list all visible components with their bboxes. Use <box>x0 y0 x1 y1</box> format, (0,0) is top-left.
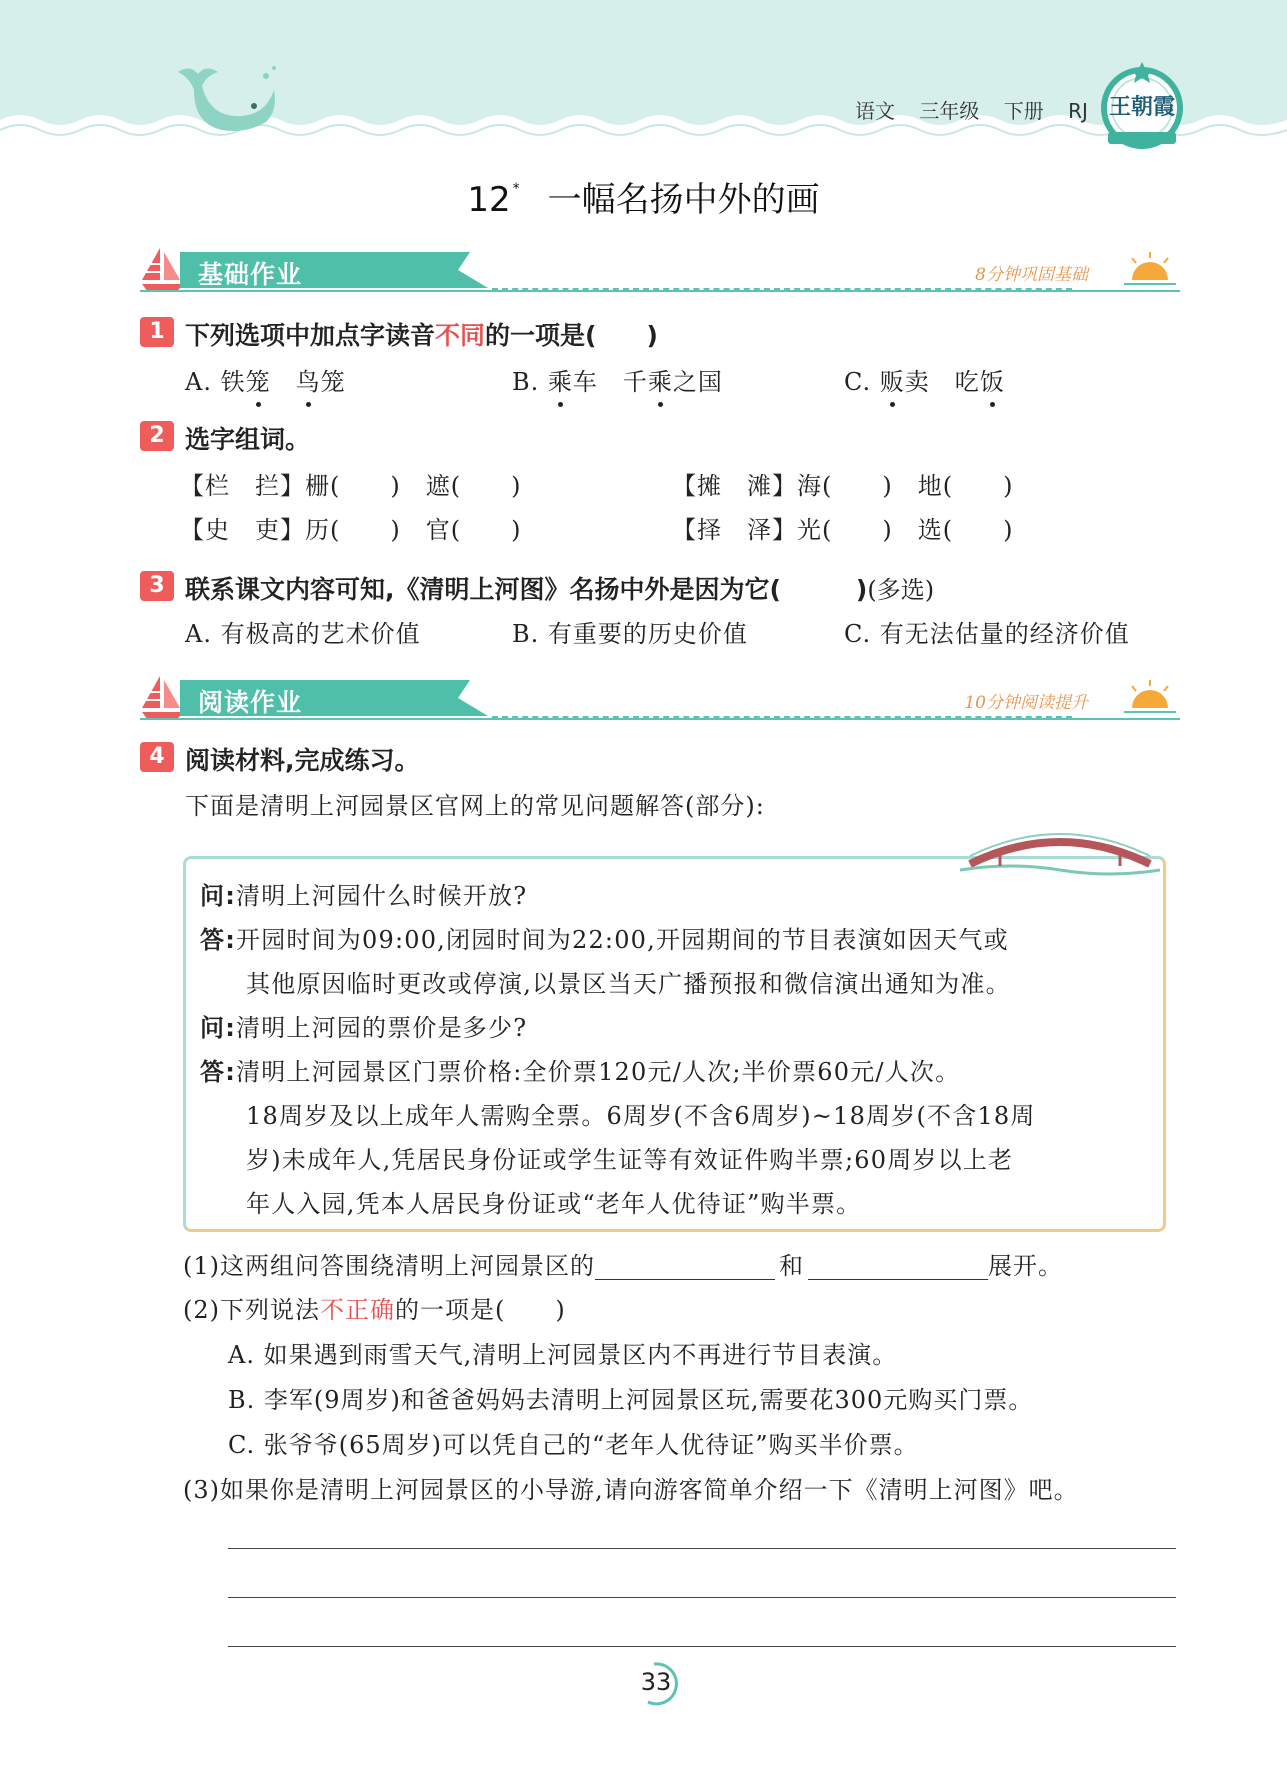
q1-option-a[interactable]: A. 铁笼 鸟笼 <box>185 362 346 397</box>
section-basic-homework <box>140 246 1180 294</box>
question-2-text: 选字组词。 <box>185 425 311 454</box>
faq-answer-2-cont-2: 岁)未成年人,凭居民身份证或学生证等有效证件购半票;60周岁以上老 <box>246 1146 1014 1174</box>
section-title: 阅读作业 <box>198 688 303 717</box>
question-1-badge: 1 <box>140 317 174 347</box>
answer-line-2[interactable] <box>228 1597 1176 1598</box>
faq-answer-1-cont: 其他原因临时更改或停演,以景区当天广播预报和微信演出通知为准。 <box>246 970 1011 998</box>
section-underline <box>140 290 1180 292</box>
sunrise-icon <box>1120 678 1180 716</box>
faq-answer-2-cont-1: 18周岁及以上成年人需购全票。6周岁(不含6周岁)~18周岁(不含18周 <box>246 1102 1036 1130</box>
q4-sub2-highlight: 不正确 <box>320 1296 395 1324</box>
volume-label: 下册 <box>1003 99 1044 123</box>
q4-sub1: (1)这两组问答围绕清明上河园景区的 和 展开。 <box>183 1252 1063 1280</box>
faq-question-2: 问:清明上河园的票价是多少? <box>200 1014 528 1042</box>
q4-sub2-option-a[interactable]: A. 如果遇到雨雪天气,清明上河园景区内不再进行节目表演。 <box>228 1341 898 1369</box>
lesson-title-text: 一幅名扬中外的画 <box>547 180 820 220</box>
section-time-label: 8分钟巩固基础 <box>975 265 1088 285</box>
subject-label: 语文 <box>855 99 895 123</box>
section-time-label: 10分钟阅读提升 <box>964 693 1088 713</box>
faq-notice-box <box>183 856 1166 1232</box>
q3-option-b[interactable]: B. 有重要的历史价值 <box>512 620 748 648</box>
page-number: 33 <box>640 1668 672 1696</box>
q2-row-2-left[interactable]: 【史 吏】历( ) 官( ) <box>180 516 522 544</box>
q2-row-1-right[interactable]: 【摊 滩】海( ) 地( ) <box>672 472 1014 500</box>
q2-row-2-right[interactable]: 【择 泽】光( ) 选( ) <box>672 516 1014 544</box>
question-4-badge: 4 <box>140 742 174 772</box>
q4-sub1-blank-1[interactable] <box>595 1279 775 1280</box>
q1-option-b[interactable]: B. 乘车 千乘之国 <box>512 362 723 397</box>
section-reading-homework <box>140 674 1180 722</box>
q4-sub2: (2)下列说法不正确的一项是( ) <box>183 1296 566 1324</box>
lesson-number: 12 <box>467 180 511 220</box>
answer-line-1[interactable] <box>228 1548 1176 1549</box>
q4-sub3: (3)如果你是清明上河园景区的小导游,请向游客简单介绍一下《清明上河图》吧。 <box>183 1476 1079 1504</box>
lesson-mark: * <box>512 181 520 197</box>
q1-option-c[interactable]: C. 贩卖 吃饭 <box>844 362 1005 397</box>
faq-answer-1: 答:开园时间为09:00,闭园时间为22:00,开园期间的节目表演如因天气或 <box>200 926 1009 954</box>
lesson-title <box>0 172 1287 221</box>
question-3-badge: 3 <box>140 571 174 601</box>
q3-option-c[interactable]: C. 有无法估量的经济价值 <box>844 620 1130 648</box>
q4-sub1-blank-2[interactable] <box>808 1279 988 1280</box>
q4-sub2-option-c[interactable]: C. 张爷爷(65周岁)可以凭自己的“老年人优待证”购买半价票。 <box>228 1431 919 1459</box>
whale-icon <box>170 60 280 135</box>
question-4-text: 阅读材料,完成练习。 <box>185 746 420 775</box>
question-3-text: 联系课文内容可知,《清明上河图》名扬中外是因为它( )(多选) <box>185 575 935 604</box>
question-1-highlight: 不同 <box>435 321 486 350</box>
q2-row-1-left[interactable]: 【栏 拦】栅( ) 遮( ) <box>180 472 522 500</box>
faq-answer-2: 答:清明上河园景区门票价格:全价票120元/人次;半价票60元/人次。 <box>200 1058 961 1086</box>
brand-logo-text: 王朝霞 <box>1109 94 1176 120</box>
section-underline <box>140 718 1180 720</box>
faq-answer-2-cont-3: 年人入园,凭本人居民身份证或“老年人优待证”购半票。 <box>246 1190 862 1218</box>
bridge-illustration <box>960 826 1160 876</box>
edition-label: RJ <box>1068 99 1088 123</box>
q3-option-a[interactable]: A. 有极高的艺术价值 <box>185 620 421 648</box>
faq-question-1: 问:清明上河园什么时候开放? <box>200 882 528 910</box>
book-meta <box>855 95 1106 124</box>
question-3-note: (多选) <box>867 576 935 604</box>
section-title: 基础作业 <box>198 260 303 289</box>
q4-sub2-option-b[interactable]: B. 李军(9周岁)和爸爸妈妈去清明上河园景区玩,需要花300元购买门票。 <box>228 1386 1034 1414</box>
sunrise-icon <box>1120 250 1180 288</box>
grade-label: 三年级 <box>919 99 980 123</box>
question-2-badge: 2 <box>140 421 174 451</box>
q4-intro: 下面是清明上河园景区官网上的常见问题解答(部分): <box>185 792 765 820</box>
answer-line-3[interactable] <box>228 1646 1176 1647</box>
question-1-text: 下列选项中加点字读音不同的一项是( ) <box>185 321 658 350</box>
